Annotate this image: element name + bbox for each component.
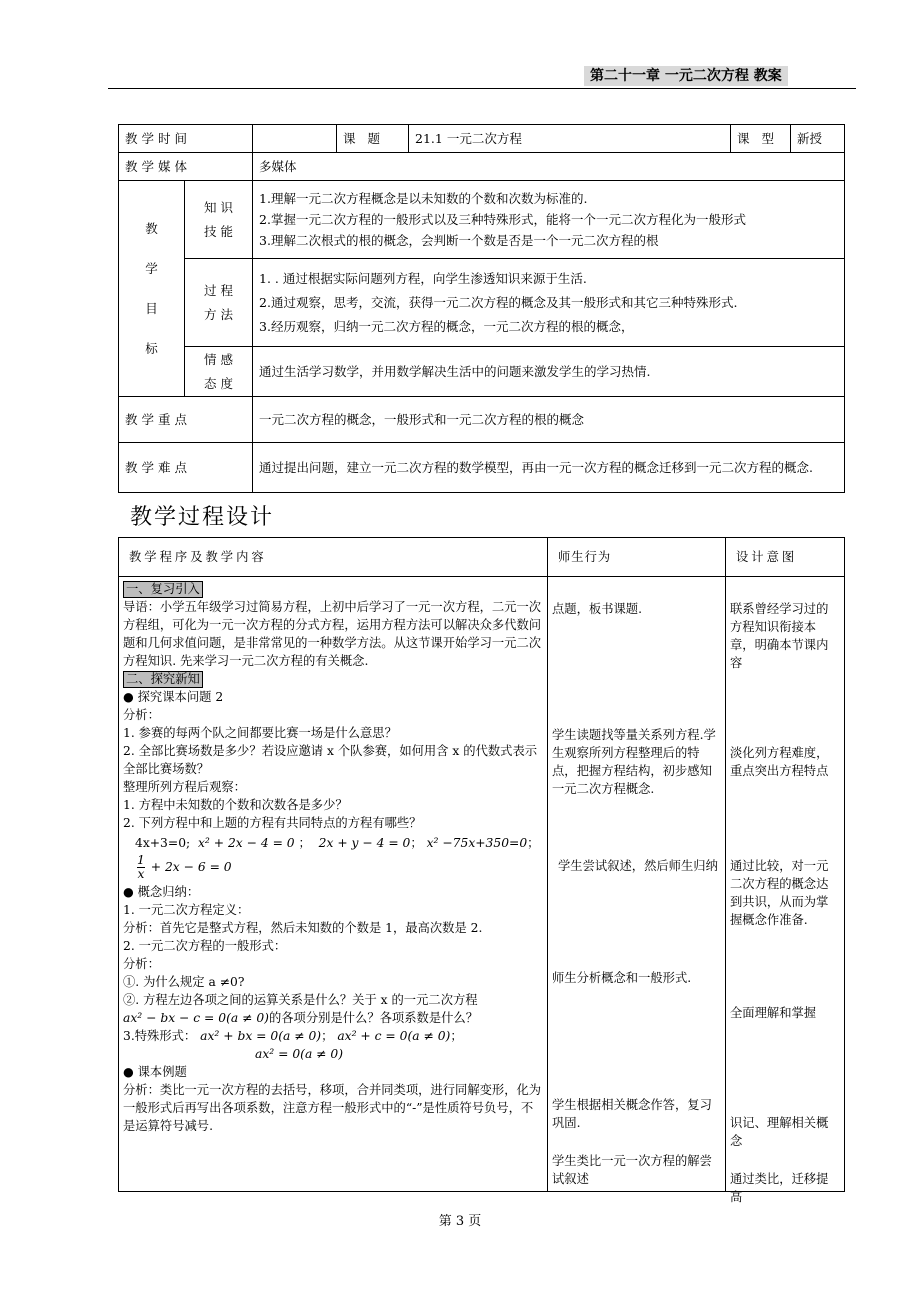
process-table: [118, 537, 845, 1204]
intent-3: 通过比较，对一元二次方程的概念达到共识，从而为掌握概念作准备.: [730, 859, 829, 927]
chapter-header: 第二十一章 一元二次方程 教案: [584, 66, 788, 86]
equation-fraction: $\frac{1}{x}$ + 2x − 6 = 0: [137, 853, 232, 881]
observe-2: 2. 下列方程中和上题的方程有共同特点的方程有哪些？: [123, 816, 422, 830]
header-intent: 设计意图: [726, 538, 845, 577]
difficulty-value: 通过提出问题，建立一元二次方程的数学模型，再由一元一次方程的概念迁移到一元二次方程的概念.: [253, 443, 845, 493]
process-items: 1. . 通过根据实际问题列方程，向学生渗透知识来源于生活. 2.通过观察，思考，交流，获得一元二次方程的概念及其一般形式和其它三种特殊形式. 3.经历观察，归纳一元二次方程的概念，一元二次方程的根的概念，: [253, 259, 845, 347]
review-text: 导语：小学五年级学习过简易方程，上初中后学习了一元一次方程，二元一次方程组，可化为一元一次方程的分式方程，运用方程方法可以解决众多代数问题和几何求值问题，是非常常见的一种数学方法。从这节课开始学习一元二次方程知识. 先来学习一元二次方程的有关概念.: [123, 600, 542, 668]
explore-analysis: 分析：: [123, 708, 160, 722]
goals-label: 教 学 目 标: [119, 181, 185, 397]
emotion-label: 情 感 态 度: [185, 347, 253, 397]
knowledge-items: 1.理解一元二次方程概念是以未知数的个数和次数为标准的. 2.掌握一元二次方程的一般形式以及三种特殊形式，能将一个一元二次方程化为一般形式 3.理解二次根式的根的概念，会判断一个数是否是一个一元二次方程的根: [253, 181, 845, 259]
intent-2: 淡化列方程难度，重点突出方程特点: [730, 746, 829, 778]
topic-value: 21.1 一元二次方程: [409, 125, 731, 153]
action-4: 师生分析概念和一般形式.: [552, 971, 692, 985]
example-bullet: ● 课本例题: [123, 1065, 187, 1079]
action-5: 学生根据相关概念作答，复习巩固.: [552, 1098, 712, 1130]
intent-4: 全面理解和掌握: [730, 1006, 817, 1020]
emotion-value: 通过生活学习数学，并用数学解决生活中的问题来激发学生的学习热情.: [253, 347, 845, 397]
difficulty-label: 教学难点: [119, 443, 253, 493]
concept-2-q1: ①. 为什么规定 a ≠0?: [123, 975, 245, 989]
header-content: 教学程序及教学内容: [119, 538, 548, 577]
special-form-3: ax² = 0(a ≠ 0): [255, 1047, 344, 1061]
intent-1: 联系曾经学习过的方程知识衔接本章，明确本节课内容: [730, 602, 829, 670]
knowledge-label: 知 识 技 能: [185, 181, 253, 259]
action-cell: [548, 577, 726, 1192]
page-number: 第 3 页: [438, 1214, 482, 1229]
lesson-info-table: [118, 124, 845, 493]
process-method-label: 过 程 方 法: [185, 259, 253, 347]
concept-1: 1. 一元二次方程定义：: [123, 903, 250, 917]
question-2: 2. 全部比赛场数是多少？若设应邀请 x 个队参赛，如何用含 x 的代数式表示全部比赛场数？: [123, 744, 538, 776]
media-value: 多媒体: [253, 153, 845, 181]
action-1: 点题，板书课题.: [552, 602, 642, 616]
example-text: 分析：类比一元一次方程的去括号，移项，合并同类项，进行同解变形，化为一般形式后再写出各项系数，注意方程一般形式中的“-”是性质符号负号，不是运算符号减号.: [123, 1083, 542, 1133]
section-title: 教学过程设计: [130, 505, 275, 530]
header-action: 师生行为: [548, 538, 726, 577]
action-2: 学生读题找等量关系列方程.学生观察所列方程整理后的特点，把握方程结构，初步感知一元二次方程概念.: [552, 728, 716, 796]
time-value: [253, 125, 337, 153]
media-label: 教学媒体: [119, 153, 253, 181]
concept-2-q2: ②. 方程左边各项之间的运算关系是什么？关于 x 的一元二次方程: [123, 993, 478, 1007]
explore-bullet: ● 探究课本问题 2: [123, 690, 224, 704]
action-6: 学生类比一元一次方程的解尝试叙述: [552, 1154, 712, 1186]
header-rule: [108, 88, 856, 89]
observe-text: 整理所列方程后观察：: [123, 780, 246, 794]
intent-5: 识记、理解相关概念: [730, 1116, 829, 1148]
concept-2-analysis: 分析：: [123, 957, 160, 971]
question-1: 1. 参赛的每两个队之间都要比赛一场是什么意思？: [123, 726, 397, 740]
observe-1: 1. 方程中未知数的个数和次数各是多少？: [123, 798, 348, 812]
section-review-title: 一、复习引入: [123, 581, 203, 598]
time-label: 教学时间: [119, 125, 253, 153]
equation-list: 4x+3=0; x² + 2x − 4 = 0 ； 2x + y − 4 = 0； x² −75x+350=0；: [135, 836, 540, 850]
section-explore-title: 二、探究新知: [123, 671, 203, 688]
intent-6: 通过类比，迁移提高: [730, 1172, 829, 1204]
concept-1-analysis: 分析：首先它是整式方程，然后未知数的个数是 1，最高次数是 2.: [123, 921, 483, 935]
concept-bullet: ● 概念归纳：: [123, 885, 200, 899]
type-value: 新授: [791, 125, 845, 153]
topic-label: 课 题: [337, 125, 409, 153]
intent-cell: [726, 577, 845, 1204]
action-3: 学生尝试叙述，然后师生归纳: [558, 859, 718, 873]
concept-2: 2. 一元二次方程的一般形式：: [123, 939, 287, 953]
type-label: 课 型: [731, 125, 791, 153]
key-label: 教学重点: [119, 397, 253, 443]
key-value: 一元二次方程的概念，一般形式和一元二次方程的根的概念: [253, 397, 845, 443]
special-forms: 3.特殊形式： ax² + bx = 0(a ≠ 0)； ax² + c = 0(a ≠ 0)；: [123, 1029, 463, 1043]
concept-2-q2-eq: ax² − bx − c = 0(a ≠ 0)的各项分别是什么？各项系数是什么？: [123, 1011, 479, 1025]
content-cell: [119, 577, 548, 1192]
